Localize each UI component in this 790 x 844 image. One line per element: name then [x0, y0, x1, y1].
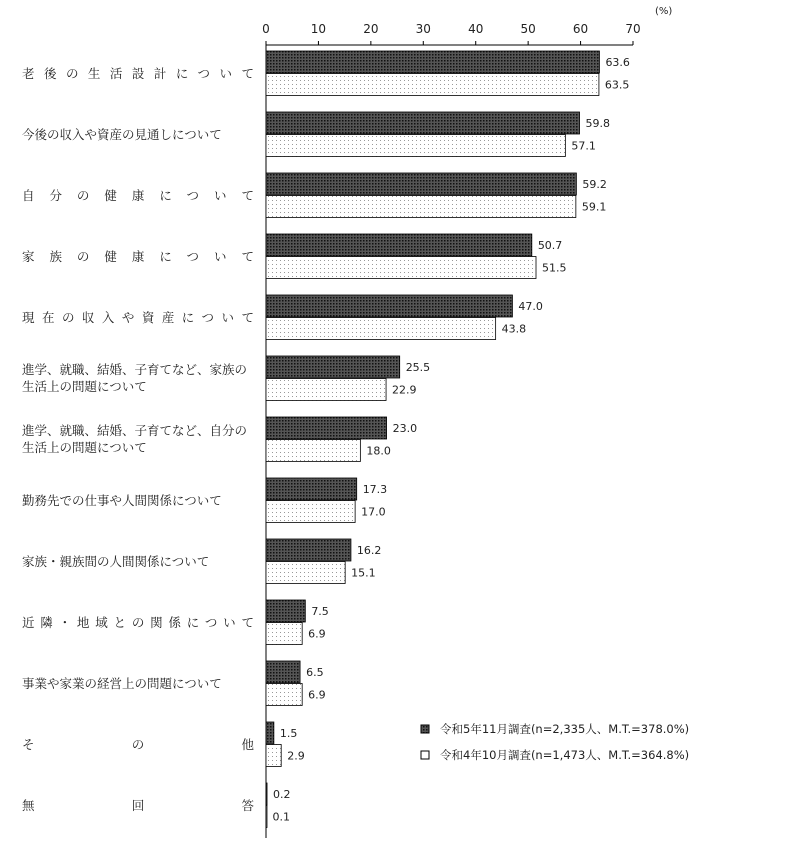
bar-r4 [266, 440, 360, 462]
data-label: 0.2 [273, 788, 291, 801]
tick-label: 30 [415, 22, 431, 36]
bar-r4 [266, 684, 302, 706]
category-label [22, 309, 262, 326]
legend-label: 令和5年11月調査(n=2,335人、M.T.=378.0%) [440, 722, 690, 736]
category-label: 家族・親族間の人間関係について [22, 554, 210, 569]
data-label: 6.9 [308, 688, 326, 702]
bar-r5 [266, 478, 357, 500]
data-label: 15.1 [351, 566, 376, 580]
category-label [22, 361, 254, 395]
data-label: 16.2 [356, 544, 382, 557]
data-label: 23.0 [392, 422, 418, 435]
category-label-text: 現在の収入や資産について [22, 310, 262, 325]
data-label: 50.7 [537, 239, 563, 252]
data-label: 1.5 [279, 727, 298, 740]
bar-r5 [266, 51, 599, 73]
bar-r4 [266, 318, 496, 340]
category-label-line: 生活上の問題について [22, 440, 147, 455]
bar-r5 [266, 234, 532, 256]
bar-r5 [266, 295, 512, 317]
unit-label: (%) [655, 6, 673, 17]
bar-r4 [266, 501, 355, 523]
category-label [22, 187, 269, 204]
tick-label: 0 [262, 22, 270, 36]
bar-r5 [266, 661, 300, 683]
category-label: 事業や家業の経営上の問題について [22, 676, 222, 691]
bar-r5 [266, 417, 387, 439]
bar-r5 [266, 173, 576, 195]
bar-r4 [266, 623, 302, 645]
category-label: 今後の収入や資産の見通しについて [22, 127, 222, 142]
data-label: 59.2 [582, 178, 607, 191]
category-label [22, 65, 264, 82]
category-label-text: 近隣・地域との関係について [22, 615, 260, 630]
data-label: 17.3 [362, 483, 388, 496]
data-label: 0.1 [272, 810, 291, 824]
data-label: 25.5 [405, 361, 431, 374]
bar-r4 [266, 562, 345, 584]
data-label: 18.0 [366, 444, 391, 458]
data-label: 47.0 [518, 300, 543, 313]
data-label: 17.0 [361, 505, 386, 519]
legend-swatch [421, 751, 429, 759]
bar-r4 [266, 196, 576, 218]
category-label [22, 797, 352, 814]
data-label: 2.9 [287, 749, 305, 763]
category-label [22, 422, 254, 456]
category-label [22, 248, 269, 265]
tick-label: 50 [520, 22, 536, 36]
category-label-text: その他 [22, 737, 352, 752]
category-label-text: 無回答 [22, 798, 352, 813]
data-label: 22.9 [392, 383, 417, 397]
data-label: 63.6 [605, 56, 630, 69]
bar-r5 [266, 600, 305, 622]
category-label-line: 進学、就職、結婚、子育てなど、家族の [22, 362, 248, 377]
category-label-text: 自分の健康について [22, 188, 269, 203]
category-label-text: 家族の健康について [22, 249, 269, 264]
bar-r4 [266, 74, 599, 96]
data-label: 43.8 [501, 322, 527, 336]
category-label [22, 736, 352, 753]
data-label: 6.5 [306, 666, 324, 679]
tick-label: 20 [363, 22, 379, 36]
bar-r4 [266, 257, 536, 279]
data-label: 7.5 [311, 605, 329, 618]
category-label-text: 老後の生活設計について [22, 66, 264, 81]
tick-label: 10 [310, 22, 327, 36]
data-label: 6.9 [308, 627, 326, 641]
category-label-line: 生活上の問題について [22, 379, 147, 394]
data-label: 63.5 [604, 78, 630, 92]
bar-r4 [266, 135, 565, 157]
bar-r5 [266, 112, 580, 134]
data-label: 51.5 [542, 261, 567, 275]
tick-label: 70 [625, 22, 641, 36]
data-label: 57.1 [571, 139, 596, 153]
bar-r5 [266, 539, 351, 561]
bar-r4 [266, 379, 386, 401]
category-label [22, 614, 260, 631]
category-label-line: 進学、就職、結婚、子育てなど、自分の [22, 423, 248, 438]
data-label: 59.8 [585, 117, 611, 130]
category-label: 勤務先での仕事や人間関係について [22, 493, 222, 508]
bar-r5 [266, 356, 400, 378]
tick-label: 40 [468, 22, 484, 36]
legend-label: 令和4年10月調査(n=1,473人、M.T.=364.8%) [440, 748, 690, 762]
legend-swatch [421, 725, 429, 733]
data-label: 59.1 [581, 200, 607, 214]
tick-label: 60 [572, 22, 589, 36]
